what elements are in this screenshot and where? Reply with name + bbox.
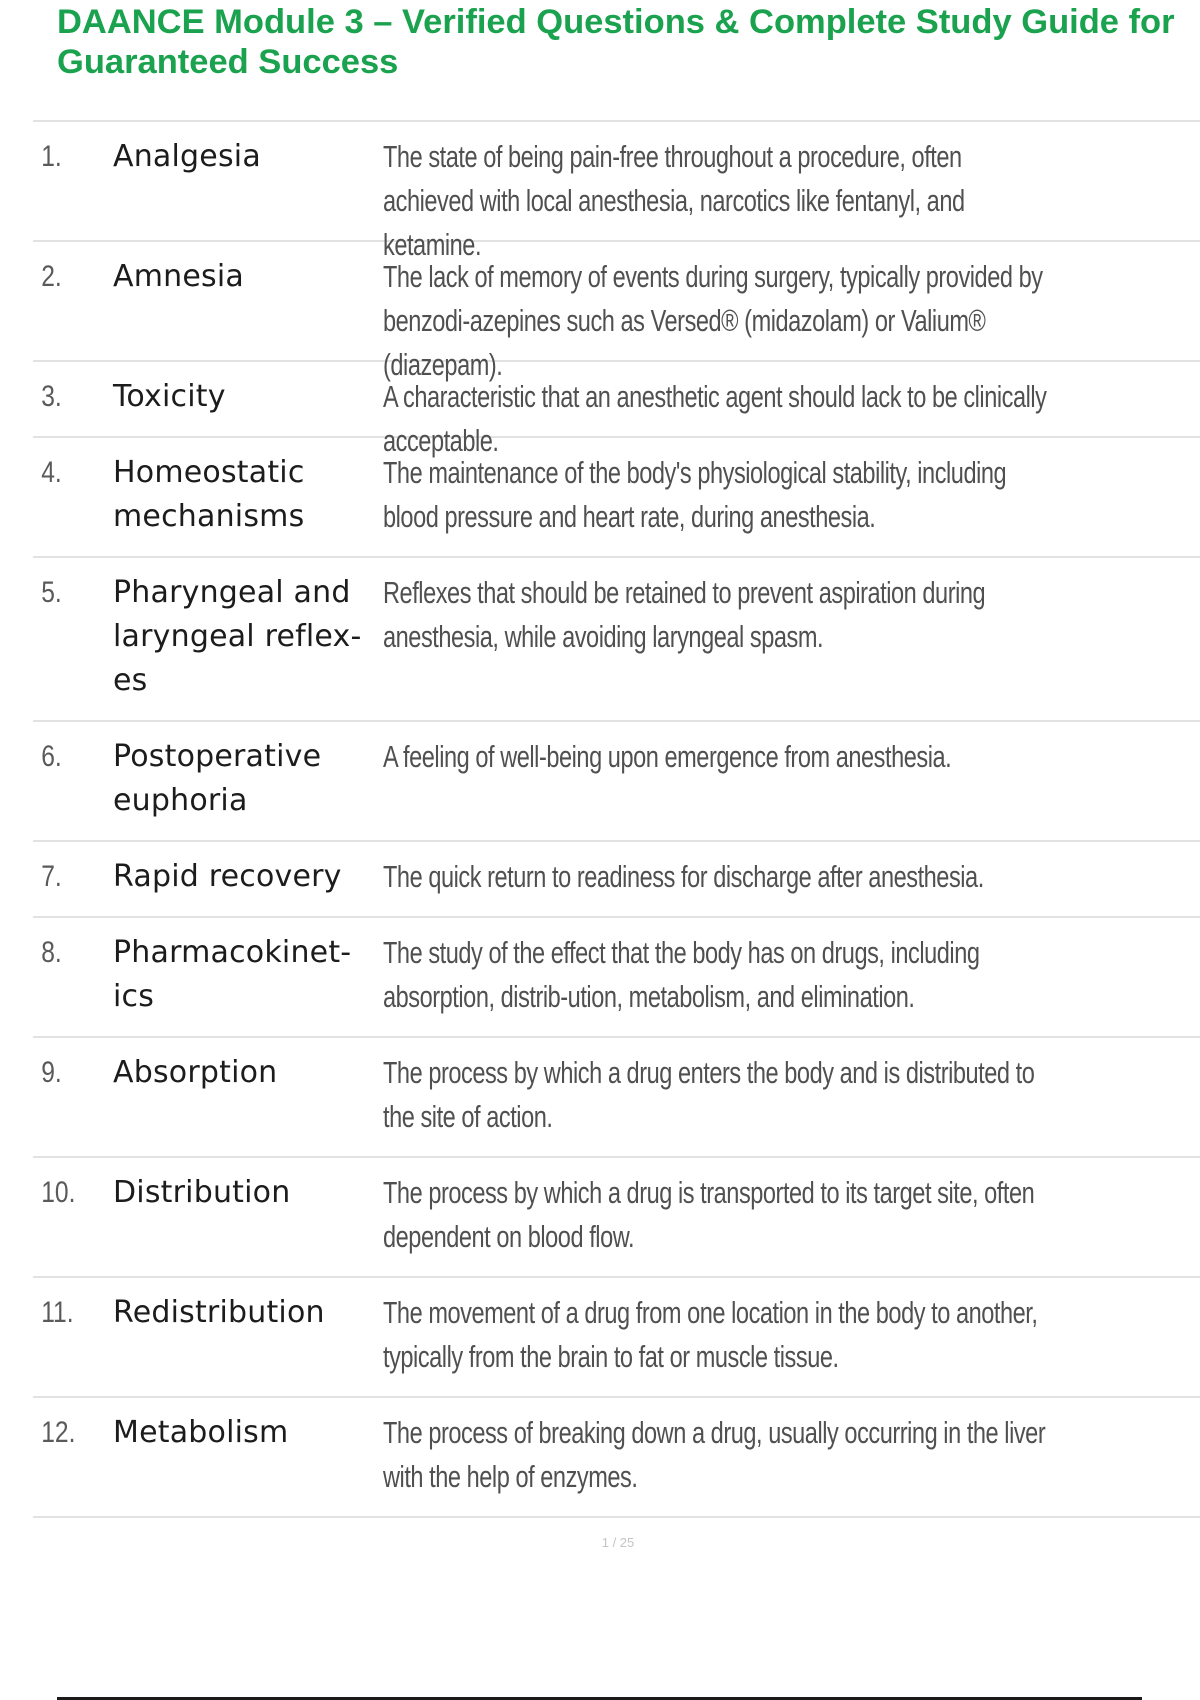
- term-definition: The quick return to readiness for discharge after anesthesia.: [383, 859, 984, 894]
- term-number: 4.: [41, 456, 62, 489]
- term-number: 10.: [41, 1176, 76, 1209]
- term-definition: The process by which a drug is transported to its target site, often dependent on blood flow.: [383, 1175, 1035, 1254]
- term-row: [33, 558, 1200, 722]
- term-definition: The lack of memory of events during surgery, typically provided by benzodi-azepines such as Versed® (midazolam) or Valium® (diazepam).: [383, 259, 1043, 382]
- term-name: Analgesia: [113, 139, 261, 174]
- term-row: [33, 122, 1200, 262]
- page-indicator: 1 / 25: [601, 1535, 635, 1550]
- term-row: [33, 1278, 1200, 1398]
- term-definition: The process of breaking down a drug, usually occurring in the liver with the help of enzymes.: [383, 1415, 1046, 1494]
- term-name: Rapid recovery: [113, 859, 342, 894]
- term-number: 7.: [41, 860, 62, 893]
- term-number: 3.: [41, 380, 62, 413]
- term-definition: The movement of a drug from one location in the body to another, typically from the brain to fat or muscle tissue.: [383, 1295, 1038, 1374]
- term-row: [33, 1398, 1200, 1518]
- term-number: 5.: [41, 576, 62, 609]
- term-row: [33, 842, 1200, 918]
- term-definition: A feeling of well-being upon emergence from anesthesia.: [383, 739, 952, 774]
- term-number: 12.: [41, 1416, 76, 1449]
- term-definition: A characteristic that an anesthetic agent should lack to be clinically acceptable.: [383, 379, 1047, 458]
- term-number: 6.: [41, 740, 62, 773]
- term-number: 1.: [41, 140, 62, 173]
- terms-table: [33, 120, 1200, 1518]
- term-row: [33, 1158, 1200, 1278]
- term-name: Toxicity: [113, 379, 226, 414]
- term-row: [33, 242, 1200, 382]
- term-row: [33, 722, 1200, 842]
- term-name: Postoperative euphoria: [113, 739, 322, 818]
- term-definition: The maintenance of the body's physiological stability, including blood pressure and heart rate, during anesthesia.: [383, 455, 1007, 534]
- term-row: [33, 918, 1200, 1038]
- term-number: 11.: [41, 1296, 74, 1329]
- term-name: Amnesia: [113, 259, 244, 294]
- term-definition: Reflexes that should be retained to prevent aspiration during anesthesia, while avoiding laryngeal spasm.: [383, 575, 986, 654]
- term-name: Absorption: [113, 1055, 278, 1090]
- term-row: [33, 1038, 1200, 1158]
- term-name: Pharmacokinet-ics: [113, 935, 352, 1014]
- term-definition: The state of being pain-free throughout a procedure, often achieved with local anesthesia, narcotics like fentanyl, and ketamine.: [383, 139, 965, 262]
- term-row: [33, 438, 1200, 558]
- term-number: 9.: [41, 1056, 62, 1089]
- term-number: 2.: [41, 260, 62, 293]
- document-title: DAANCE Module 3 – Verified Questions & Complete Study Guide for Guaranteed Success: [57, 3, 1175, 81]
- term-name: Metabolism: [113, 1415, 289, 1450]
- term-definition: The study of the effect that the body has on drugs, including absorption, distrib-ution, metabolism, and elimination.: [383, 935, 980, 1014]
- term-name: Distribution: [113, 1175, 291, 1210]
- term-definition: The process by which a drug enters the body and is distributed to the site of action.: [383, 1055, 1035, 1134]
- term-name: Homeostatic mechanisms: [113, 455, 305, 534]
- term-name: Redistribution: [113, 1295, 325, 1330]
- term-name: Pharyngeal and laryngeal reflex-es: [113, 575, 362, 698]
- term-number: 8.: [41, 936, 62, 969]
